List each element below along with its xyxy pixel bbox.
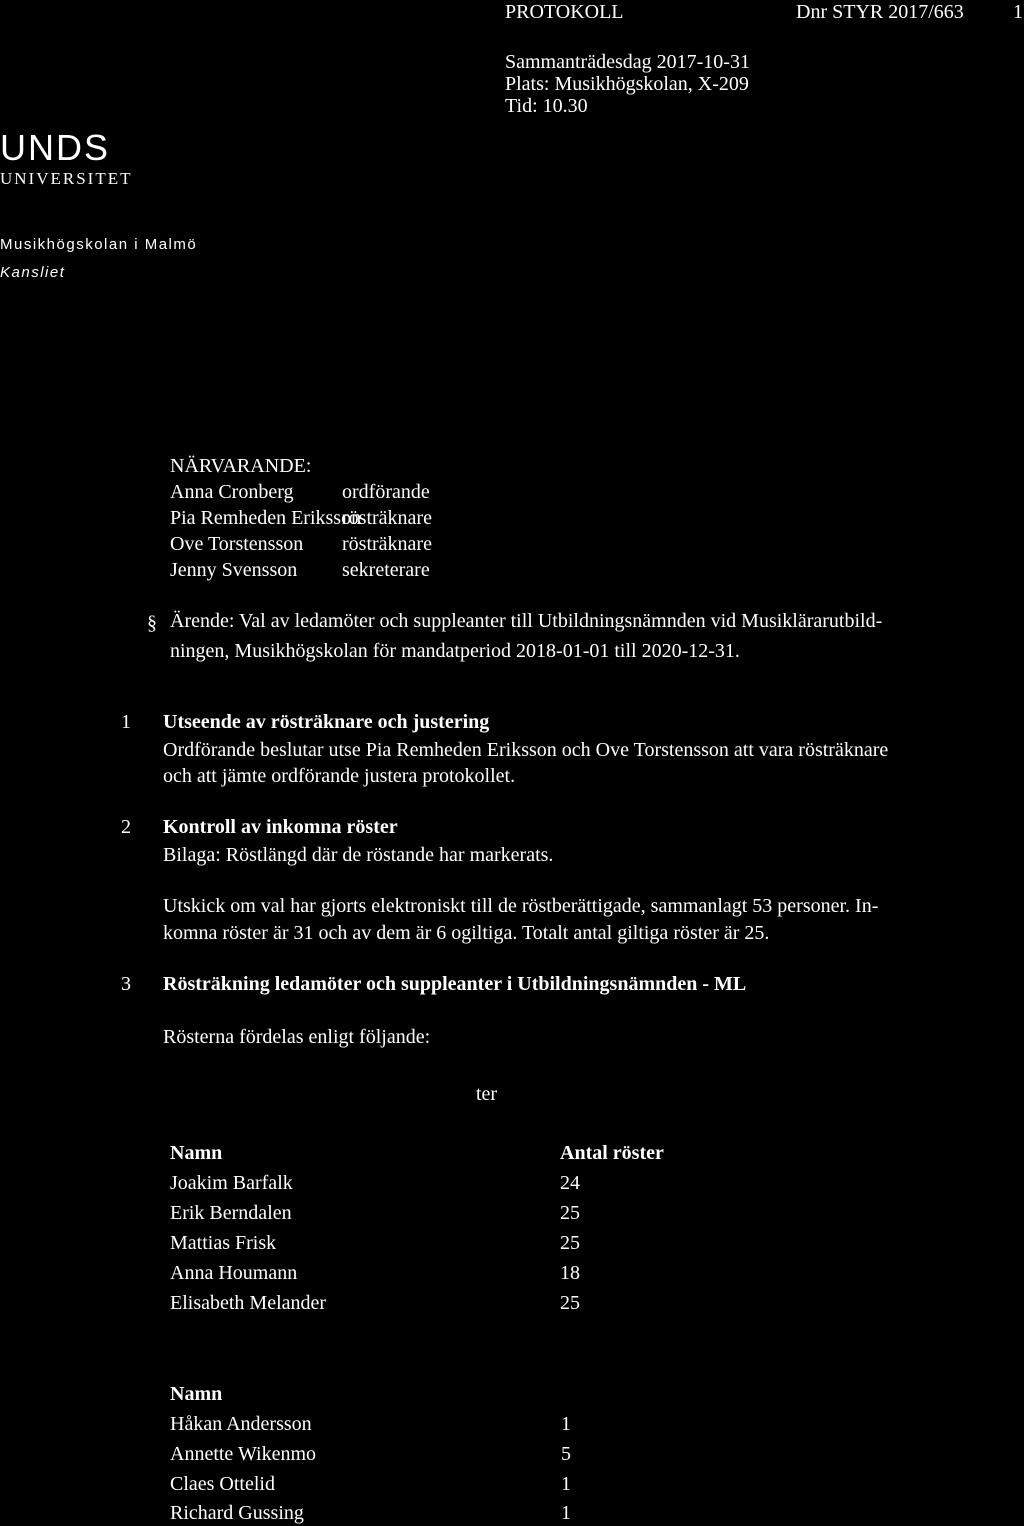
- table-header: [170, 1383, 770, 1413]
- department-name: Musikhögskolan i Malmö: [0, 236, 198, 253]
- table-row: [170, 1473, 770, 1503]
- present-name: Jenny Svensson: [170, 559, 298, 581]
- item-number: 2: [121, 816, 131, 838]
- item-text-line: Rösterna fördelas enligt följande:: [163, 1026, 431, 1048]
- item-title: Kontroll av inkomna röster: [163, 816, 398, 838]
- column-header-name: Namn: [170, 1142, 223, 1164]
- vote-count: 25: [560, 1232, 580, 1254]
- vote-count: 5: [561, 1443, 571, 1465]
- meeting-time: Tid: 10.30: [505, 95, 588, 117]
- column-header-name: Namn: [170, 1383, 223, 1405]
- meeting-place: Plats: Musikhögskolan, X-209: [505, 73, 749, 95]
- candidate-name: Claes Ottelid: [170, 1473, 275, 1495]
- vote-count: 1: [561, 1473, 571, 1495]
- table-row: [170, 1232, 770, 1262]
- column-header-votes: Antal röster: [560, 1142, 664, 1164]
- meeting-meta: [505, 51, 750, 117]
- item-text-line: Bilaga: Röstlängd där de röstande har markerats.: [163, 844, 554, 866]
- present-name: Pia Remheden Eriksson: [170, 507, 362, 529]
- present-row: [170, 533, 670, 559]
- candidate-name: Mattias Frisk: [170, 1232, 277, 1254]
- matter-text-line: ningen, Musikhögskolan för mandatperiod 2018-01-01 till 2020-12-31.: [170, 640, 740, 662]
- item-text-line: Ordförande beslutar utse Pia Remheden Eriksson och Ove Torstensson att vara rösträknare: [163, 739, 889, 761]
- text-fragment: ter: [476, 1083, 498, 1105]
- table-row: [170, 1202, 770, 1232]
- candidate-name: Anna Houmann: [170, 1262, 298, 1284]
- candidate-name: Joakim Barfalk: [170, 1172, 293, 1194]
- present-name: Anna Cronberg: [170, 481, 294, 503]
- candidate-name: Annette Wikenmo: [170, 1443, 317, 1465]
- table-row: [170, 1172, 770, 1202]
- vote-count: 25: [560, 1202, 580, 1224]
- matter-text-line: Ärende: Val av ledamöter och suppleanter till Utbildningsnämnden vid Musiklärarutbild-: [170, 610, 883, 632]
- logo-subtitle: UNIVERSITET: [0, 169, 133, 188]
- item-text-line: och att jämte ordförande justera protokollet.: [163, 765, 516, 787]
- candidate-name: Erik Berndalen: [170, 1202, 292, 1224]
- table-row: [170, 1502, 770, 1526]
- item-title: Utseende av rösträknare och justering: [163, 711, 490, 733]
- candidate-name: Håkan Andersson: [170, 1413, 312, 1435]
- item-number: 1: [121, 711, 131, 733]
- present-role: ordförande: [342, 481, 430, 503]
- table-row: [170, 1262, 770, 1292]
- candidate-name: Elisabeth Melander: [170, 1292, 327, 1314]
- vote-count: 1: [561, 1502, 571, 1524]
- item-text-line: Utskick om val har gjorts elektroniskt till de röstberättigade, sammanlagt 53 personer. In-: [163, 895, 879, 917]
- present-row: [170, 481, 670, 507]
- table-row: [170, 1443, 770, 1473]
- page-number: 1: [1013, 1, 1023, 23]
- table-row: [170, 1292, 770, 1322]
- office-name: Kansliet: [0, 264, 66, 281]
- present-role: rösträknare: [342, 507, 432, 529]
- item-title: Rösträkning ledamöter och suppleanter i Utbildningsnämnden - ML: [163, 973, 747, 995]
- table-header: [170, 1142, 770, 1172]
- reference-number: Dnr STYR 2017/663: [796, 1, 964, 23]
- table-row: [170, 1413, 770, 1443]
- item-text-line: komna röster är 31 och av dem är 6 ogiltiga. Totalt antal giltiga röster är 25.: [163, 922, 770, 944]
- meeting-date: Sammanträdesdag 2017-10-31: [505, 51, 750, 73]
- section-symbol: §: [147, 612, 157, 634]
- vote-count: 18: [560, 1262, 580, 1284]
- present-role: sekreterare: [342, 559, 430, 581]
- candidate-name: Richard Gussing: [170, 1502, 304, 1524]
- item-number: 3: [121, 973, 131, 995]
- present-role: rösträknare: [342, 533, 432, 555]
- present-heading: NÄRVARANDE:: [170, 455, 312, 477]
- vote-count: 1: [561, 1413, 571, 1435]
- document-type: PROTOKOLL: [505, 1, 624, 23]
- vote-count: 24: [560, 1172, 580, 1194]
- logo-wordmark: UNDS: [0, 127, 111, 168]
- present-row: [170, 559, 670, 585]
- present-row: [170, 507, 670, 533]
- vote-count: 25: [560, 1292, 580, 1314]
- present-name: Ove Torstensson: [170, 533, 304, 555]
